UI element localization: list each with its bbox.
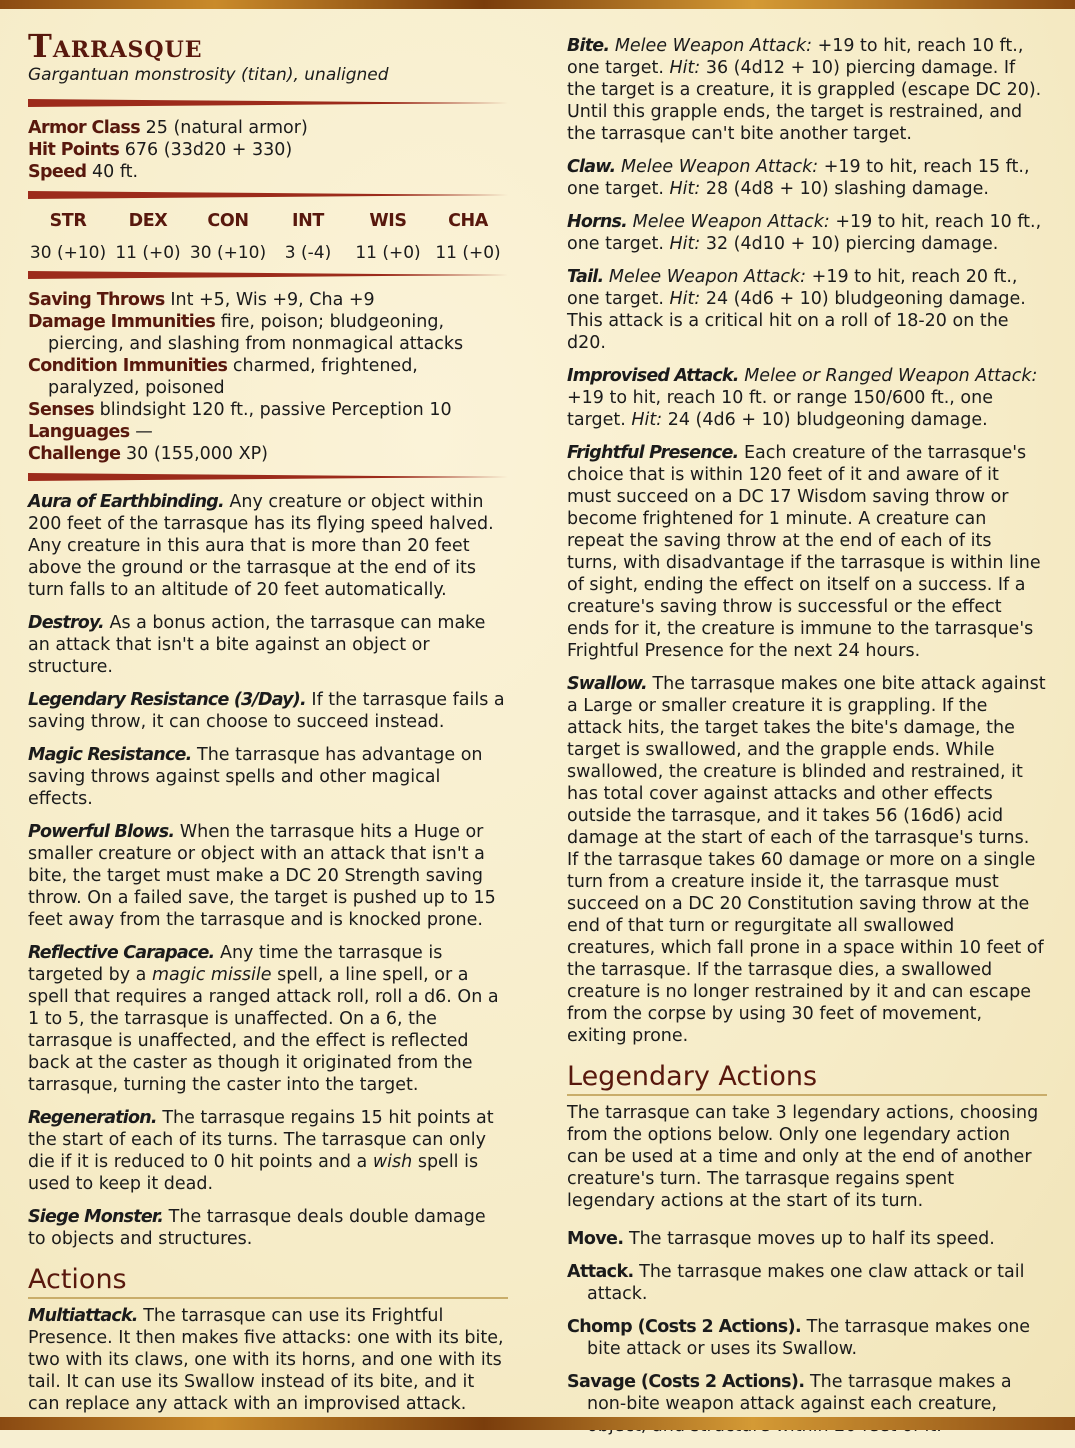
hit-points: Hit Points 676 (33d20 + 330) (28, 140, 293, 160)
action-claw: Claw. Melee Weapon Attack: +19 to hit, reach 15 ft., one target. Hit: 28 (4d8 + 10) slashing damage. (567, 157, 1030, 199)
legendary-savage: Savage (Costs 2 Actions). The tarrasque makes a non-bite weapon attack against each creature, (567, 1372, 1012, 1414)
trait-destroy: Destroy. As a bonus action, the tarrasque can make an attack that isn't a bite against an object or structure. (28, 613, 486, 677)
languages: Languages — (28, 422, 153, 442)
action-tail: Tail. Melee Weapon Attack: +19 to hit, reach 20 ft., one target. Hit: 24 (4d6 + 10) bludgeoning damage. This attack is a critical hit on a roll of 18-20 on the d20. (567, 267, 1026, 353)
senses: Senses blindsight 120 ft., passive Perception 10 (28, 400, 452, 420)
legendary-actions-heading: Legendary Actions (567, 1061, 1047, 1096)
legendary-attack: Attack. The tarrasque makes one claw attack or tail attack. (567, 1262, 1025, 1304)
trait-aura-of-earthbinding: Aura of Earthbinding. Any creature or object within 200 feet of the tarrasque has its flying speed halved. Any creature in this aura that is more than 20 feet above the ground or the tarrasque at the end of its turn falls to an altitude of 20 feet automatically. (28, 492, 494, 600)
action-swallow: Swallow. The tarrasque makes one bite attack against a Large or smaller creature it is grappling. If the attack hits, the target takes the bite's damage, the target is swallowed, and the grapple ends. While swallowed, the creature is blinded and restrained, it has total cover against attacks and other effects outside the tarrasque, and it takes 56 (16d6) acid damage at the start of each of the tarrasque's turns. (567, 674, 1046, 848)
bottom-border (0, 1417, 1075, 1430)
trait-magic-resistance: Magic Resistance. The tarrasque has advantage on saving throws against spells and other magical effects. (28, 745, 483, 809)
ability-cha: CHA 11 (+0) (435, 211, 501, 263)
ability-dex: DEX 11 (+0) (115, 211, 181, 263)
monster-type: Gargantuan monstrosity (titan), unaligned (28, 65, 389, 85)
damage-immunities: Damage Immunities fire, poison; bludgeoning, piercing, and slashing from nonmagical attacks (28, 312, 464, 354)
ability-scores (28, 211, 508, 263)
top-border (0, 0, 1075, 9)
action-improvised-attack: Improvised Attack. Melee or Ranged Weapon Attack: +19 to hit, reach 10 ft. or range 150/600 ft., one target. Hit: 24 (4d6 + 10) bludgeoning damage. (567, 366, 1038, 430)
saving-throws: Saving Throws Int +5, Wis +9, Cha +9 (28, 290, 375, 310)
tapered-rule (28, 473, 508, 481)
ability-con: CON 30 (+10) (189, 211, 267, 263)
tapered-rule (28, 271, 508, 279)
monster-name: Tarrasque (28, 27, 203, 65)
tapered-rule (28, 191, 508, 199)
stat-block-page (0, 9, 1075, 1417)
trait-powerful-blows: Powerful Blows. When the tarrasque hits a Huge or smaller creature or object with an attack that isn't a bite, the target must make a DC 20 Strength saving throw. On a failed save, the target is pushed up to 15 feet away from the tarrasque and is knocked prone. (28, 822, 496, 930)
right-column (567, 35, 1047, 1448)
ability-str: STR 30 (+10) (29, 211, 107, 263)
trait-regeneration: Regeneration. The tarrasque regains 15 hit points at the start of each of its turns. The tarrasque can only die if it is reduced to 0 hit points and a wish spell is used to keep it dead. (28, 1108, 494, 1194)
actions-heading: Actions (28, 1264, 508, 1299)
armor-class: Armor Class 25 (natural armor) (28, 118, 308, 138)
trait-siege-monster: Siege Monster. The tarrasque deals double damage to objects and structures. (28, 1207, 486, 1249)
action-multiattack: Multiattack. The tarrasque can use its Frightful Presence. It then makes five attacks: one with its bite, two with its claws, one with its horns, and one with its tail. It can use its Swallow instead of its bite, and it can replace any attack with an improvised attack. (28, 1306, 504, 1414)
trait-legendary-resistance: Legendary Resistance (3/Day). If the tarrasque fails a saving throw, it can choose to succeed instead. (28, 690, 505, 732)
condition-immunities: Condition Immunities charmed, frightened, paralyzed, poisoned (28, 356, 418, 398)
tapered-rule (28, 99, 508, 107)
action-horns: Horns. Melee Weapon Attack: +19 to hit, reach 10 ft., one target. Hit: 32 (4d10 + 10) piercing damage. (567, 212, 1042, 254)
legendary-move: Move. The tarrasque moves up to half its speed. (567, 1229, 995, 1249)
action-bite: Bite. Melee Weapon Attack: +19 to hit, reach 10 ft., one target. Hit: 36 (4d12 + 10) piercing damage. If the target is a creature, it is grappled (escape DC 20). Until this grapple ends, the target is restrained, and the tarrasque can't bite another target. (567, 36, 1042, 144)
legendary-chomp: Chomp (Costs 2 Actions). The tarrasque makes one bite attack or uses its Swallow. (567, 1317, 1031, 1359)
ability-wis: WIS 11 (+0) (355, 211, 421, 263)
left-column (28, 27, 508, 1426)
action-frightful-presence: Frightful Presence. Each creature of the tarrasque's choice that is within 120 feet of it and aware of it must succeed on a DC 17 Wisdom saving throw or become frightened for 1 minute. A creature can repeat the saving throw at the end of each of its turns, with disadvantage if the tarrasque is within line of sight, ending the effect on itself on a success. If a creature's saving throw is successful or the effect ends for it, the creature is immune to the tarrasque's Frightful Presence for the next 24 hours. (567, 443, 1041, 661)
action-swallow-regurgitate: If the tarrasque takes 60 damage or more on a single turn from a creature inside it, the tarrasque must succeed on a DC 20 Constitution saving throw at the end of that turn or regurgitate all swallowed creatures, which fall prone in a space within 10 feet of the tarrasque. If the tarrasque dies, a swallowed creature is no longer restrained by it and can escape from the corpse by using 30 feet of movement, exiting prone. (567, 850, 1044, 1046)
legendary-intro: The tarrasque can take 3 legendary actions, choosing from the options below. Only one legendary action can be used at a time and only at the end of another creature's turn. The tarrasque regains spent legendary actions at the start of its turn. (567, 1103, 1039, 1211)
ability-int: INT 3 (-4) (284, 211, 332, 263)
challenge: Challenge 30 (155,000 XP) (28, 444, 268, 464)
speed: Speed 40 ft. (28, 162, 139, 182)
trait-reflective-carapace: Reflective Carapace. Any time the tarrasque is targeted by a magic missile spell, a line spell, or a spell that requires a ranged attack roll, roll a d6. On a 1 to 5, the tarrasque is unaffected. On a 6, the tarrasque is unaffected, and the effect is reflected back at the caster as though it originated from the tarrasque, turning the caster into the target. (28, 943, 499, 1095)
